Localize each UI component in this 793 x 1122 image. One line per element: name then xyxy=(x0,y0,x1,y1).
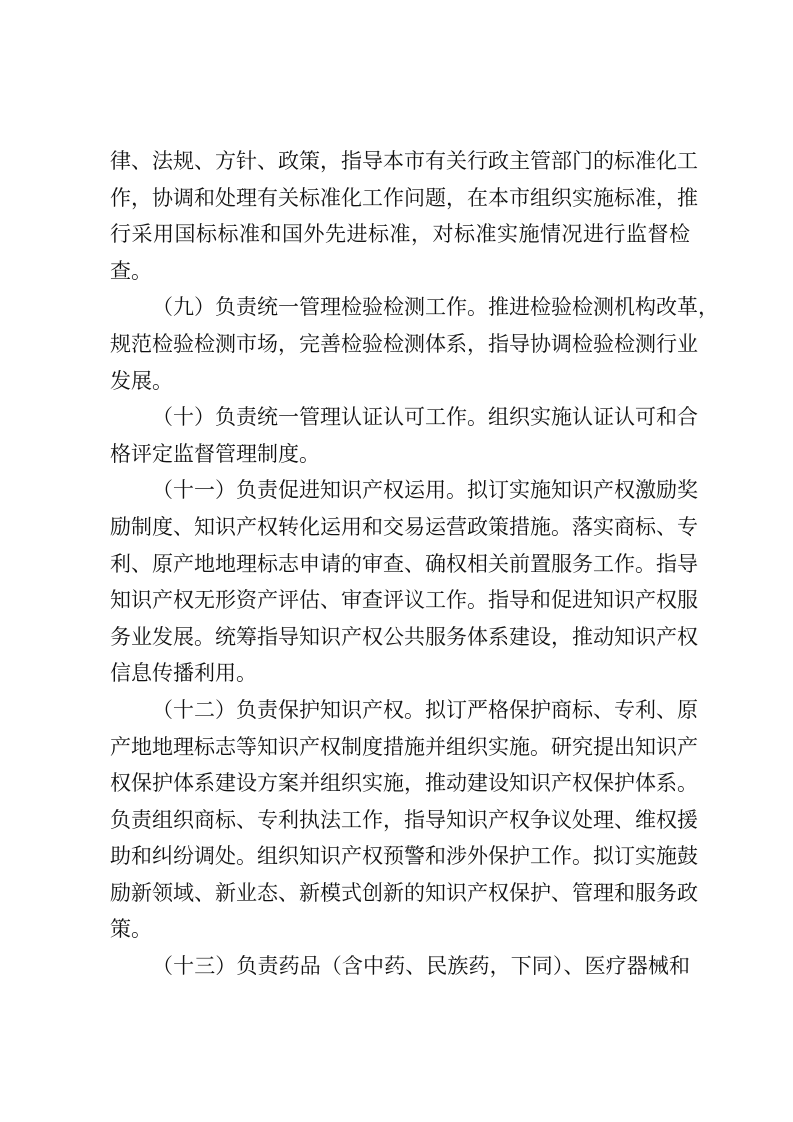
paragraph-9 xyxy=(110,289,719,399)
text-line: 励制度、知识产权转化运用和交易运营政策措施。落实商标、专 xyxy=(110,514,698,539)
text-line: 负责组织商标、专利执法工作，指导知识产权争议处理、维权援 xyxy=(110,807,698,832)
text-line: 策。 xyxy=(110,917,152,942)
text-line: （十）负责统一管理认证认可工作。组织实施认证认可和合 xyxy=(152,405,698,430)
text-line: 规范检验检测市场，完善检验检测体系，指导协调检验检测行业 xyxy=(110,331,698,356)
text-line: 查。 xyxy=(110,258,152,283)
paragraph-11 xyxy=(110,472,698,692)
text-line: 励新领域、新业态、新模式创新的知识产权保护、管理和服务政 xyxy=(110,880,698,905)
text-line: 权保护体系建设方案并组织实施，推动建设知识产权保护体系。 xyxy=(110,771,698,796)
text-line: （十三）负责药品（含中药、民族药，下同）、医疗器械和 xyxy=(152,954,690,979)
text-line: （十一）负责促进知识产权运用。拟订实施知识产权激励奖 xyxy=(152,478,698,503)
text-line: 知识产权无形资产评估、审查评议工作。指导和促进知识产权服 xyxy=(110,588,698,613)
text-line: 作，协调和处理有关标准化工作问题，在本市组织实施标准，推 xyxy=(110,185,698,210)
paragraph-continued xyxy=(110,143,698,289)
text-line: 信息传播利用。 xyxy=(110,661,257,686)
paragraph-12 xyxy=(110,692,698,948)
text-line: 利、原产地地理标志申请的审查、确权相关前置服务工作。指导 xyxy=(110,551,698,576)
text-line: 律、法规、方针、政策，指导本市有关行政主管部门的标准化工 xyxy=(110,149,698,173)
text-line: 行采用国标标准和国外先进标准，对标准实施情况进行监督检 xyxy=(110,222,690,247)
text-line: （九）负责统一管理检验检测工作。推进检验检测机构改革， xyxy=(152,295,719,320)
text-line: 助和纠纷调处。组织知识产权预警和涉外保护工作。拟订实施鼓 xyxy=(110,844,698,869)
text-line: （十二）负责保护知识产权。拟订严格保护商标、专利、原 xyxy=(152,697,698,722)
text-line: 产地地理标志等知识产权制度措施并组织实施。研究提出知识产 xyxy=(110,734,698,759)
text-line: 格评定监督管理制度。 xyxy=(110,441,320,466)
text-line: 发展。 xyxy=(110,368,173,393)
paragraph-10 xyxy=(110,399,698,472)
paragraph-13 xyxy=(110,948,690,985)
text-line: 务业发展。统筹指导知识产权公共服务体系建设，推动知识产权 xyxy=(110,624,698,649)
document-body xyxy=(110,143,719,985)
